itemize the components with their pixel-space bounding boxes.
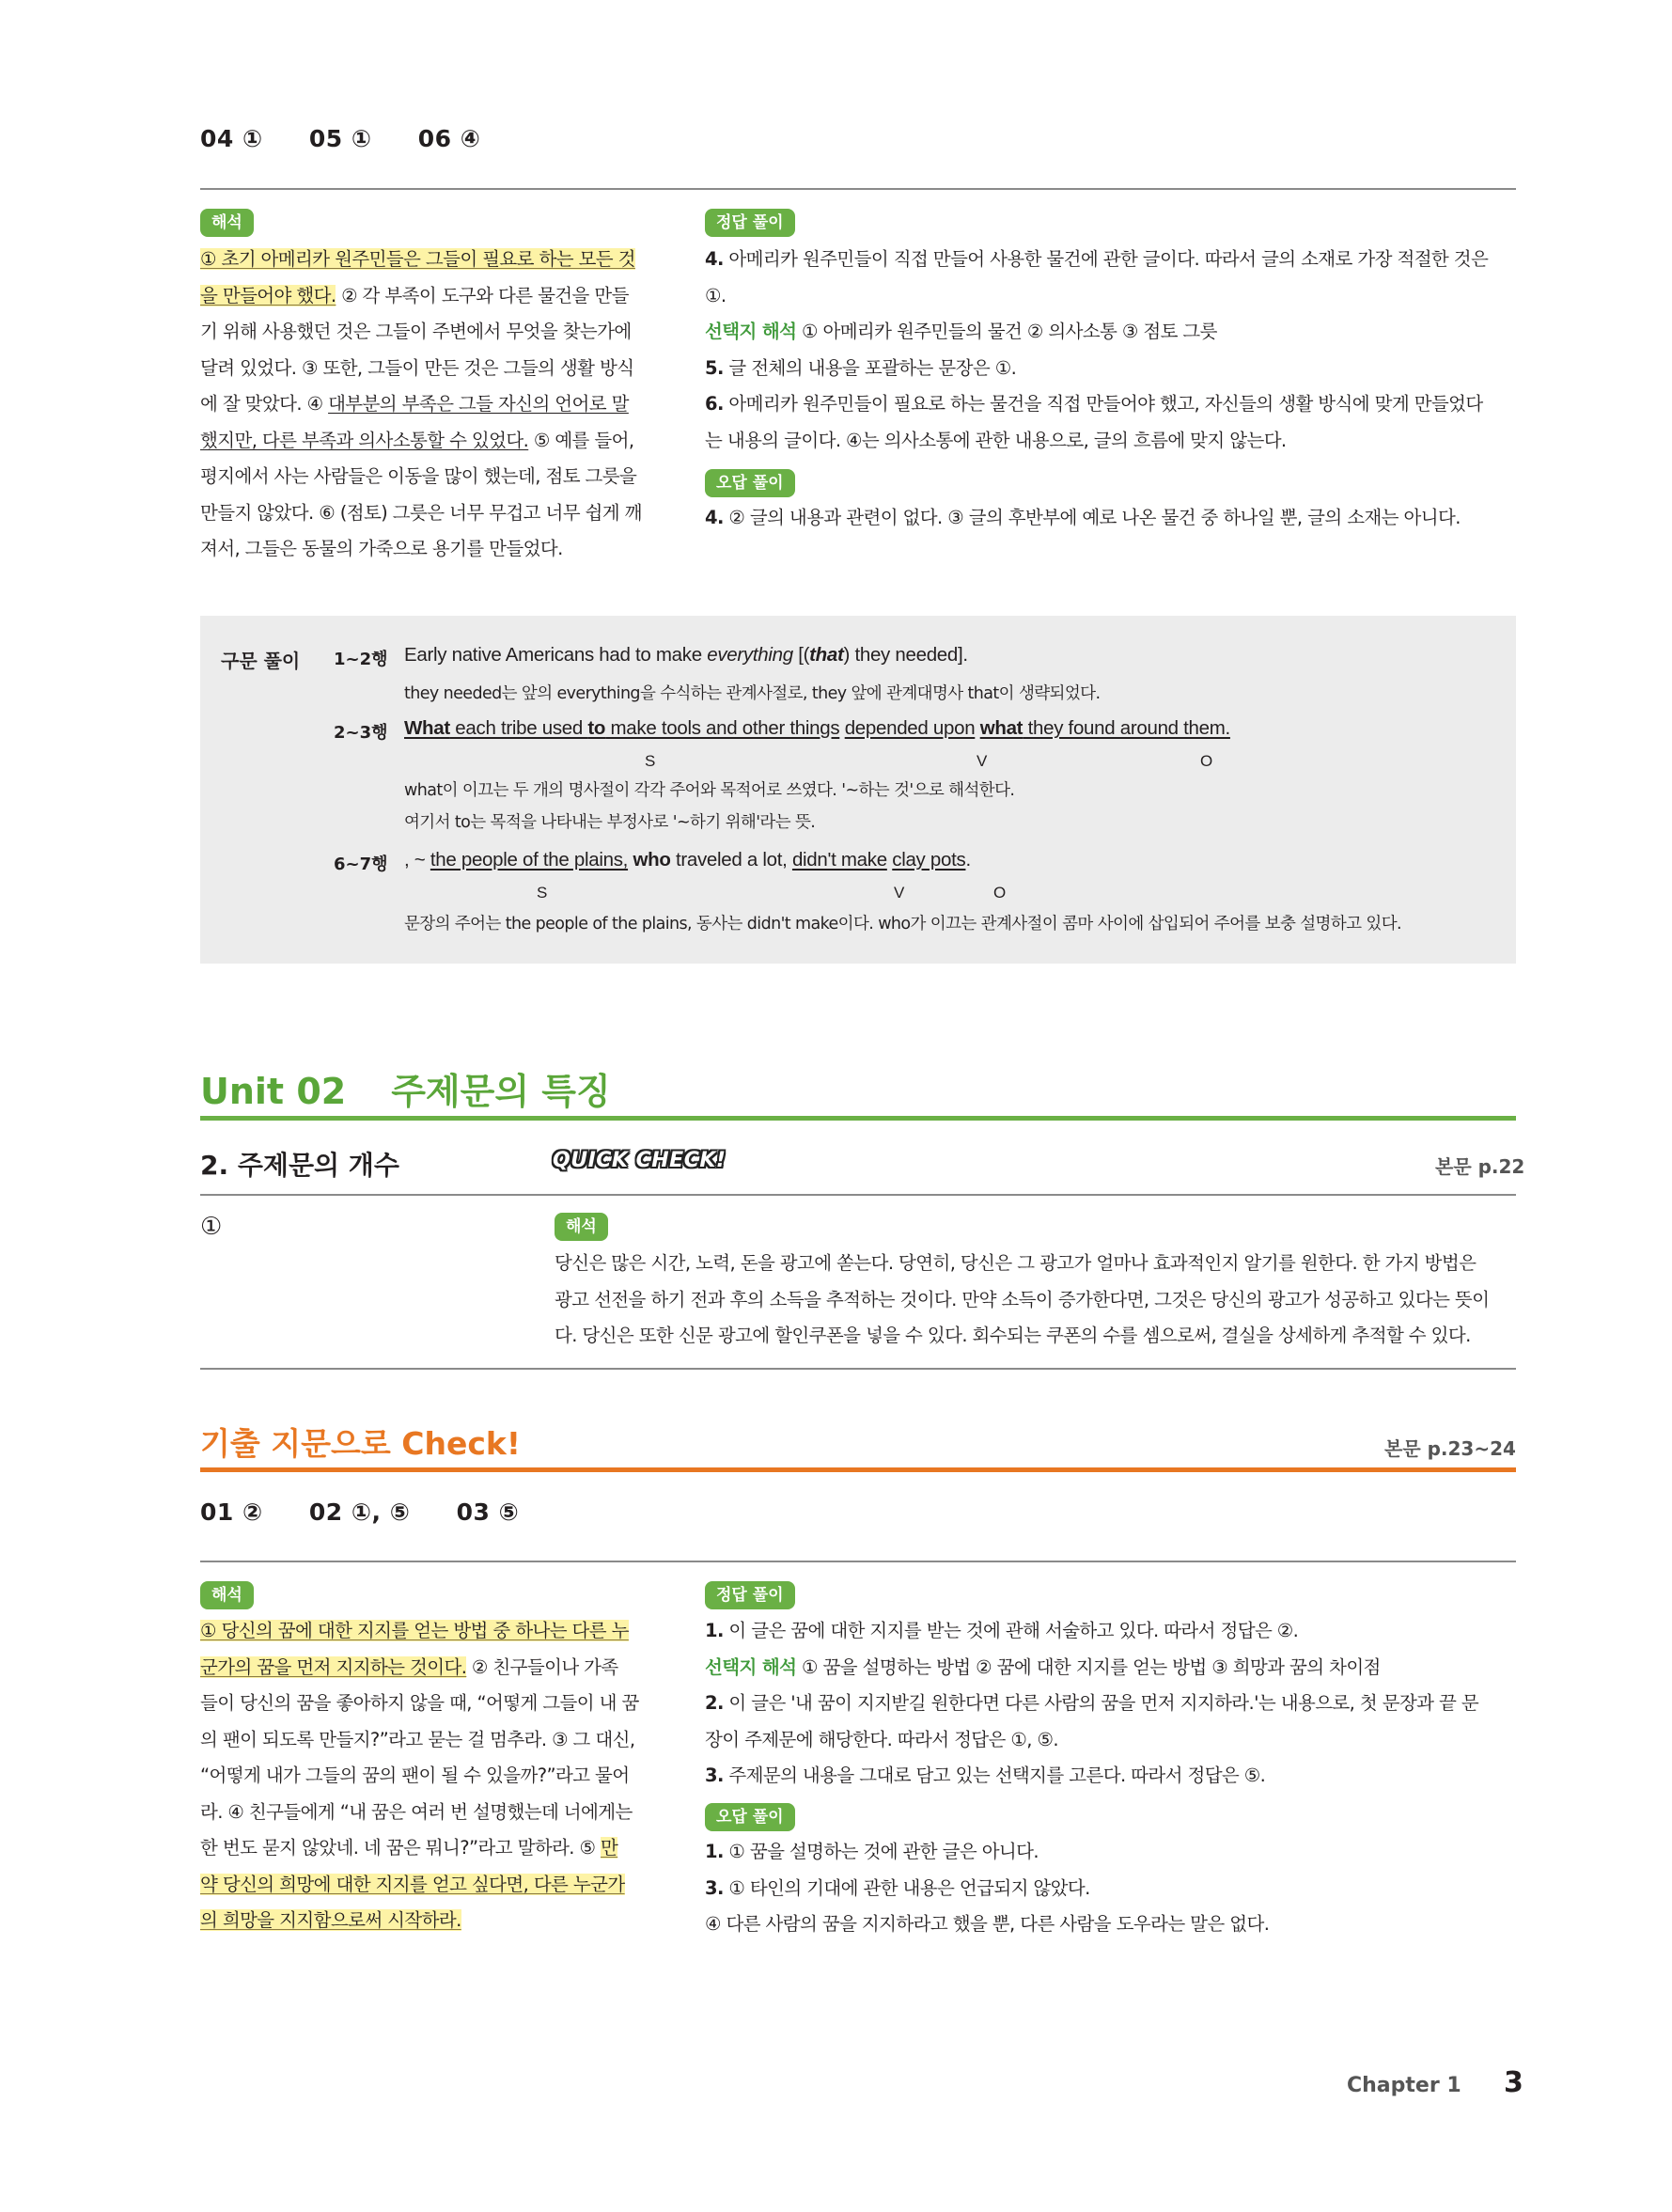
grammar-row2-lines: 2~3행 [334,723,388,743]
answer-03: 03 ⑤ [456,1498,520,1526]
text-segment: 달려 있었다. ③ 또한, 그들이 만든 것은 그들의 생활 방식 [200,356,634,379]
r3-d: traveled a lot, [670,849,792,871]
r2-g: they found around them. [1023,717,1230,739]
text-line [705,1650,1532,1686]
text-line [200,351,670,387]
text-line [200,1686,670,1722]
unit-answer: ① [200,1213,223,1241]
text-line [200,531,670,568]
text-line [200,1795,670,1831]
divider [200,1194,1516,1196]
unit-subtitle: 주제문의 특징 [391,1071,611,1112]
text-line [200,278,670,315]
divider [200,1368,1516,1370]
text-segment: 라. ④ 친구들에게 “내 꿈은 여러 번 설명했는데 너에게는 [200,1800,633,1823]
translation-tag: 해석 [200,209,254,237]
text-segment: 1. [705,1841,724,1862]
text-segment: 대부분의 부족은 그들 자신의 언어로 말 [328,393,629,415]
section-title: 2. 주제문의 개수 [200,1150,399,1181]
r3-object: clay pots [892,849,966,871]
translation-paragraph [200,242,670,568]
text-line [200,1722,670,1759]
unit-rule [200,1116,1516,1121]
check-translation [200,1613,670,1939]
text-line [705,1871,1532,1907]
r2-what2: what [979,717,1024,739]
text-line [705,1906,1532,1943]
text-line [705,1758,1532,1795]
quick-check-logo: QUICK CHECK! [553,1149,727,1172]
wrong-explanation [705,500,1532,537]
text-segment: 의 희망을 지지함으로써 시작하라. [200,1909,461,1931]
check-translation-tag: 해석 [200,1581,254,1609]
text-line [200,386,670,423]
text-segment: 기 위해 사용했던 것은 그들이 주변에서 무엇을 찾는가에 [200,321,632,342]
answer-06: 06 ④ [417,125,481,152]
text-segment: ① 아메리카 원주민들의 물건 ② 의사소통 ③ 점토 그릇 [796,321,1217,342]
text-segment: 했지만, 다른 부족과 의사소통할 수 있었다. [200,429,529,451]
page-number: 3 [1504,2066,1524,2099]
r3-a: , ~ [404,849,430,871]
grammar-row2-note1: what이 이끄는 두 개의 명사절이 각각 주어와 목적어로 쓰였다. '~하는 것'으로 해석한다. [404,781,1015,800]
text-line [200,1650,670,1686]
text-line [200,1867,670,1904]
text-line [705,386,1532,423]
grammar-row3-sentence [404,849,971,871]
text-segment: ① 당신의 꿈에 대한 지지를 얻는 방법 중 하나는 다른 누 [200,1620,629,1641]
top-answers [200,125,518,152]
text-segment: 4. [705,507,724,528]
text-line [200,495,670,532]
r2-v-mark: V [977,752,988,770]
r1-mid: [( [792,644,810,666]
check-correct-tag: 정답 풀이 [705,1581,795,1609]
text-line [705,1834,1532,1871]
text-segment: 약 당신의 희망에 대한 지지를 얻고 싶다면, 다른 누군가 [200,1873,625,1895]
text-segment: “어떻게 내가 그들의 꿈의 팬이 될 수 있을까?”라고 물어 [200,1765,630,1786]
text-segment: 이 글은 꿈에 대한 지지를 받는 것에 관해 서술하고 있다. 따라서 정답은 ②. [723,1620,1299,1641]
text-segment: ② 각 부족이 도구와 다른 물건을 만들 [336,284,629,306]
text-line [705,500,1532,537]
text-line [705,278,1532,315]
r1-that: that [809,644,844,666]
answer-05: 05 ① [308,125,372,152]
footer-chapter: Chapter 1 [1347,2074,1461,2097]
answer-02: 02 ①, ⑤ [308,1498,411,1526]
text-segment: 아메리카 원주민들이 필요로 하는 물건을 직접 만들어야 했고, 자신들의 생활 방식에 맞게 만들었다 [723,393,1483,415]
r2-s-mark: S [645,752,656,770]
text-segment: ② 친구들이나 가족 [466,1655,618,1678]
unit-title [200,1062,611,1114]
text-segment: ① 타인의 기대에 관한 내용은 언급되지 않았다. [723,1876,1090,1899]
text-segment: 군가의 꿈을 먼저 지지하는 것이다. [200,1655,467,1678]
text-segment: 1. [705,1620,724,1641]
text-line [200,459,670,495]
correct-explanation [705,242,1532,459]
correct-answer-tag: 정답 풀이 [705,209,795,237]
text-segment: ④ 다른 사람의 꿈을 지지하라고 했을 뿐, 다른 사람을 도우라는 말은 없다. [705,1913,1270,1935]
text-line [200,1758,670,1795]
unit-number: Unit 02 [200,1071,347,1112]
text-segment: ⑤ 예를 들어, [528,429,634,451]
unit-translation [555,1246,1532,1355]
text-segment: 을 만들어야 했다. [200,284,336,306]
text-segment: 선택지 해석 [705,1655,797,1678]
text-segment: 2. [705,1692,724,1714]
text-segment: 4. [705,248,724,270]
unit-translation-tag: 해석 [555,1213,608,1241]
text-segment: 아메리카 원주민들이 직접 만들어 사용한 물건에 관한 글이다. 따라서 글의 소재로 가장 적절한 것은 [723,248,1489,270]
r2-b: each tribe used [449,717,588,739]
grammar-row1-sentence [404,644,968,667]
text-line [705,1722,1532,1759]
text-segment: 만 [600,1837,618,1859]
text-segment: 평지에서 사는 사람들은 이동을 많이 했는데, 점토 그릇을 [200,465,637,487]
text-line [705,351,1532,387]
unit-line: 당신은 많은 시간, 노력, 돈을 광고에 쏟는다. 당연히, 당신은 그 광고가 얼마나 효과적인지 알기를 원한다. 한 가지 방법은 [555,1252,1477,1274]
text-segment: 장이 주제문에 해당한다. 따라서 정답은 ①, ⑤. [705,1728,1058,1750]
grammar-row3-note: 문장의 주어는 the people of the plains, 동사는 didn't make이다. who가 이끄는 관계사절이 콤마 사이에 삽입되어 주어를 보충 설명하고 있다. [404,915,1401,933]
text-segment: 6. [705,393,724,415]
text-segment: 에 잘 맞았다. ④ [200,393,329,415]
text-line [705,1613,1532,1650]
text-segment: 져서, 그들은 동물의 가죽으로 용기를 만들었다. [200,538,563,559]
answer-04: 04 ① [200,125,263,152]
unit-line: 다. 당신은 또한 신문 광고에 할인쿠폰을 넣을 수 있다. 회수되는 쿠폰의 수를 셈으로써, 결실을 상세하게 추적할 수 있다. [555,1325,1471,1346]
text-segment: ① 꿈을 설명하는 것에 관한 글은 아니다. [723,1841,1039,1862]
check-wrong-explanation [705,1834,1532,1943]
r3-who: who [628,849,671,871]
text-segment: 한 번도 묻지 않았네. 네 꿈은 뭐니?”라고 말하라. ⑤ [200,1837,601,1859]
r2-o-mark: O [1200,752,1213,770]
text-line [705,242,1532,278]
text-segment: 의 팬이 되도록 만들지?”라고 묻는 걸 멈추라. ③ 그 대신, [200,1728,635,1750]
wrong-answer-tag: 오답 풀이 [705,469,795,497]
r2-d: make tools and other things [605,717,840,739]
text-segment: ①. [705,284,727,306]
text-segment: 이 글은 '내 꿈이 지지받길 원한다면 다른 사람의 꿈을 먼저 지지하라.'는 내용으로, 첫 문장과 끝 문 [723,1692,1479,1714]
check-correct-explanation [705,1613,1532,1795]
text-segment: 만들지 않았다. ⑥ (점토) 그릇은 너무 무겁고 너무 쉽게 깨 [200,501,642,524]
grammar-row2-note2: 여기서 to는 목적을 나타내는 부정사로 '~하기 위해'라는 뜻. [404,813,816,832]
check-answers [200,1498,556,1526]
text-line [200,1830,670,1867]
unit-page-ref: 본문 p.22 [1435,1155,1525,1178]
text-segment: 3. [705,1765,724,1786]
text-line [705,314,1532,351]
text-segment: 는 내용의 글이다. ④는 의사소통에 관한 내용으로, 글의 흐름에 맞지 않는다. [705,429,1287,451]
grammar-row1-lines: 1~2행 [334,650,388,669]
text-segment: 주제문의 내용을 그대로 담고 있는 선택지를 고른다. 따라서 정답은 ⑤. [723,1765,1266,1786]
grammar-row3-lines: 6~7행 [334,855,388,874]
r2-what: What [404,717,450,739]
divider [200,1561,1516,1562]
check-wrong-tag: 오답 풀이 [705,1803,795,1831]
text-line [705,1686,1532,1722]
r3-o-mark: O [993,884,1007,902]
text-line [200,1903,670,1939]
text-segment: 3. [705,1876,724,1899]
r2-to: to [587,717,606,739]
check-page-ref: 본문 p.23~24 [1384,1437,1516,1460]
r3-h: . [965,849,971,871]
text-segment: ① 꿈을 설명하는 방법 ② 꿈에 대한 지지를 얻는 방법 ③ 희망과 꿈의 차이점 [796,1655,1381,1678]
r1-post: ) they needed]. [843,644,968,666]
text-line [705,423,1532,460]
grammar-row2-sentence [404,717,1230,740]
r1-italic: everything [707,644,793,666]
grammar-row1-note: they needed는 앞의 everything을 수식하는 관계사절로, they 앞에 관계대명사 that이 생략되었다. [404,684,1101,703]
text-line [200,423,670,460]
r3-subject: the people of the plains, [430,849,629,871]
r3-s-mark: S [537,884,548,902]
r1-pre: Early native Americans had to make [404,644,708,666]
text-segment: 선택지 해석 [705,321,797,342]
text-line [200,242,670,278]
text-segment: 5. [705,356,724,379]
answer-01: 01 ② [200,1498,263,1526]
text-segment: 들이 당신의 꿈을 좋아하지 않을 때, “어떻게 그들이 내 꿈 [200,1692,639,1714]
r3-v-mark: V [894,884,905,902]
text-line [200,1613,670,1650]
text-segment: ① 초기 아메리카 원주민들은 그들이 필요로 하는 모든 것 [200,248,635,270]
divider [200,188,1516,190]
check-rule [200,1467,1516,1472]
text-segment: 글 전체의 내용을 포괄하는 문장은 ①. [723,356,1017,379]
grammar-label: 구문 풀이 [221,650,301,672]
r2-verb: depended upon [844,717,976,739]
check-title: 기출 지문으로 Check! [200,1425,521,1462]
unit-line: 광고 선전을 하기 전과 후의 소득을 추적하는 것이다. 만약 소득이 증가한다면, 그것은 당신의 광고가 성공하고 있다는 뜻이 [555,1288,1490,1310]
r3-verb: didn't make [791,849,887,871]
text-line [200,314,670,351]
text-segment: ② 글의 내용과 관련이 없다. ③ 글의 후반부에 예로 나온 물건 중 하나일 뿐, 글의 소재는 아니다. [723,507,1461,528]
